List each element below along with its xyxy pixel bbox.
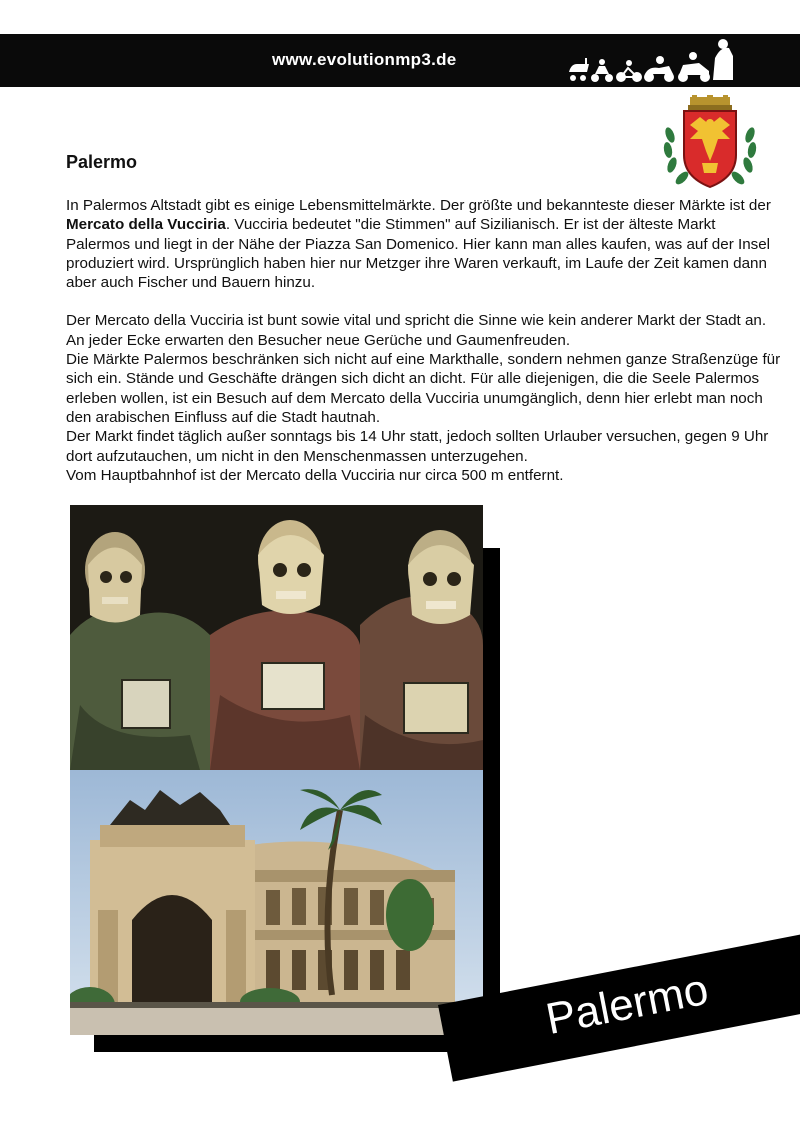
paragraph-1 [66,196,782,292]
header-bar [0,34,800,87]
city-label: Palermo [542,964,713,1045]
paragraph-1-part-2: . Vucciria bedeutet "die Stimmen" auf Sizilianisch. Er ist der älteste Markt Palermos und liegt in der Nähe der Piazza San Domenico. Hier kann man alles kaufen, was auf der Insel produziert wird. Ursprünglich haben hier nur Metzger ihre Waren verkauft, im Laufe der Zeit kamen dann aber auch Fischer und Bauern hinzu. [66,216,771,292]
site-url[interactable]: www.evolutionmp3.de [272,50,457,69]
photo-collage [70,505,483,1035]
paragraph-1-part-1: In Palermos Altstadt gibt es einige Lebensmittelmärkte. Der größte und bekannteste dieser Märkte ist der [66,197,771,214]
paragraph-3: Die Märkte Palermos beschränken sich nicht auf eine Markthalle, sondern nehmen ganze Straßenzüge für sich ein. Stände und Geschäfte drängen sich dicht an dicht. Für alle diejenigen, die die Seele Palermos erleben wollen, ist ein Besuch auf dem Mercato della Vucciria unumgänglich, denn hier erlebt man noch den arabischen Einfluss auf die Stadt hautnah. [66,351,781,426]
paragraph-5: Vom Hauptbahnhof ist der Mercato della Vucciria nur circa 500 m entfernt. [66,466,564,484]
article-body [66,196,782,485]
paragraph-2: Der Mercato della Vucciria ist bunt sowie vital und spricht die Sinne wie kein anderer Markt der Stadt an. An jeder Ecke erwarten den Besucher neue Gerüche und Gaumenfreuden. [66,312,767,349]
palermo-coat-of-arms-icon [660,95,760,195]
market-name-bold: Mercato della Vucciria [66,216,226,234]
teatro-politeama-illustration [70,770,483,1035]
paragraph-gap [66,292,782,311]
article-title: Palermo [66,152,138,172]
paragraph-4: Der Markt findet täglich außer sonntags bis 14 Uhr statt, jedoch sollten Urlauber versuchen, gegen 9 Uhr dort aufzutauchen, um nicht in den Menschenmassen unterzugehen. [66,428,769,465]
vehicle-silhouettes-icon [565,38,735,84]
catacomb-mummies-illustration [70,505,483,770]
